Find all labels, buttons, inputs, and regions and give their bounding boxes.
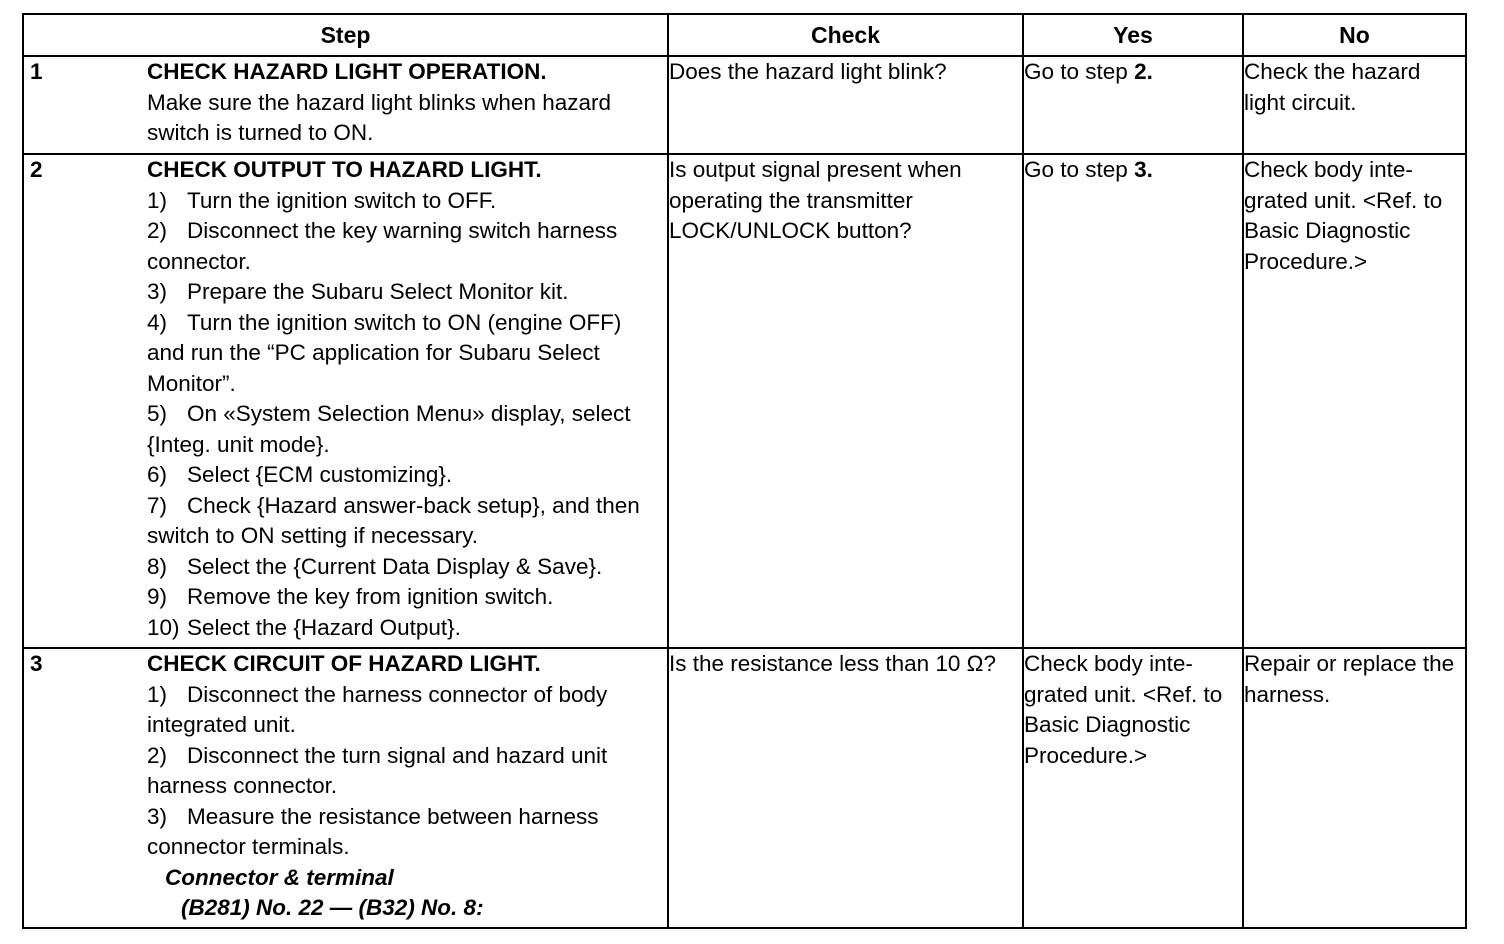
substep-number: 3) — [147, 279, 168, 304]
table-row — [23, 648, 1466, 928]
substep — [147, 552, 663, 583]
substep — [147, 277, 663, 308]
check-cell: Is output signal present when operating the transmitter LOCK/UNLOCK button? — [668, 154, 1023, 648]
connector-value: (B281) No. 22 — (B32) No. 8: — [181, 895, 484, 920]
step-cell — [23, 56, 668, 154]
substep-text: Disconnect the key warning switch harness connector. — [147, 218, 618, 274]
substep — [147, 399, 663, 460]
connector-label: Connector & terminal — [165, 864, 394, 890]
header-no: No — [1243, 14, 1466, 56]
no-cell: Check body inte-grated unit. <Ref. to Basic Diagnostic Procedure.> — [1243, 154, 1466, 648]
yes-prefix: Go to step — [1024, 157, 1135, 182]
table-row — [23, 154, 1466, 648]
substep-text: Disconnect the turn signal and hazard unit harness connector. — [147, 742, 608, 798]
substep-number: 5) — [147, 401, 168, 426]
substep-text: On «System Selection Menu» display, select {Integ. unit mode}. — [147, 401, 631, 457]
substep-text: Disconnect the harness connector of body integrated unit. — [147, 681, 608, 737]
substep-number: 3) — [147, 803, 168, 829]
no-cell: Repair or replace the harness. — [1243, 648, 1466, 928]
step-title: CHECK CIRCUIT OF HAZARD LIGHT. — [147, 651, 541, 676]
substep-number: 10) — [147, 614, 180, 640]
step-number: 3 — [30, 651, 43, 676]
yes-cell — [1023, 154, 1243, 648]
table-row — [23, 56, 1466, 154]
header-check: Check — [668, 14, 1023, 56]
yes-prefix: Go to step — [1024, 59, 1135, 84]
yes-cell: Check body inte-grated unit. <Ref. to Basic Diagnostic Procedure.> — [1023, 648, 1243, 928]
diagnostic-procedure-table — [22, 13, 1467, 929]
substep-text: Measure the resistance between harness connector terminals. — [147, 803, 599, 859]
substep-number: 6) — [147, 462, 168, 487]
substep — [147, 582, 663, 613]
yes-cell — [1023, 56, 1243, 154]
substep-number: 4) — [147, 309, 168, 335]
substep-text: Select the {Hazard Output}. — [187, 614, 461, 640]
substep-text: Check {Hazard answer-back setup}, and then switch to ON setting if necessary. — [147, 492, 640, 548]
substep-text: Select the {Current Data Display & Save}. — [187, 553, 603, 579]
step-cell — [23, 154, 668, 648]
substep — [147, 613, 663, 644]
substep-number: 2) — [147, 218, 168, 243]
substep-number: 1) — [147, 681, 168, 707]
substep-text: Select {ECM customizing}. — [187, 462, 453, 487]
yes-step-ref: 2. — [1134, 59, 1153, 84]
yes-step-ref: 3. — [1134, 157, 1153, 182]
substep-text: Prepare the Subaru Select Monitor kit. — [187, 279, 569, 304]
substep — [147, 741, 663, 802]
substep — [147, 216, 663, 277]
header-yes: Yes — [1023, 14, 1243, 56]
substep — [147, 460, 663, 491]
substep-number: 9) — [147, 584, 168, 609]
substep — [147, 308, 663, 400]
substep — [147, 186, 663, 217]
substep — [147, 491, 663, 552]
step-number: 2 — [30, 157, 43, 182]
substep-number: 1) — [147, 187, 168, 213]
step-title: CHECK HAZARD LIGHT OPERATION. — [147, 59, 547, 84]
step-title: CHECK OUTPUT TO HAZARD LIGHT. — [147, 157, 542, 182]
check-cell: Does the hazard light blink? — [668, 56, 1023, 154]
header-step: Step — [23, 14, 668, 56]
step-number: 1 — [30, 59, 43, 84]
substep-text: Turn the ignition switch to ON (engine OFF) and run the “PC application for Subaru Select Monitor”. — [147, 309, 622, 396]
substep-text: Turn the ignition switch to OFF. — [187, 187, 497, 213]
table-header-row — [23, 14, 1466, 56]
step-cell — [23, 648, 668, 928]
check-cell: Is the resistance less than 10 Ω? — [668, 648, 1023, 928]
step-description: Make sure the hazard light blinks when hazard switch is turned to ON. — [147, 89, 612, 145]
substep-number: 7) — [147, 492, 168, 518]
substep-text: Remove the key from ignition switch. — [187, 584, 554, 609]
substep — [147, 680, 663, 741]
substep — [147, 802, 663, 863]
substep-number: 2) — [147, 742, 168, 768]
no-cell: Check the hazard light circuit. — [1243, 56, 1466, 154]
substep-number: 8) — [147, 553, 168, 579]
